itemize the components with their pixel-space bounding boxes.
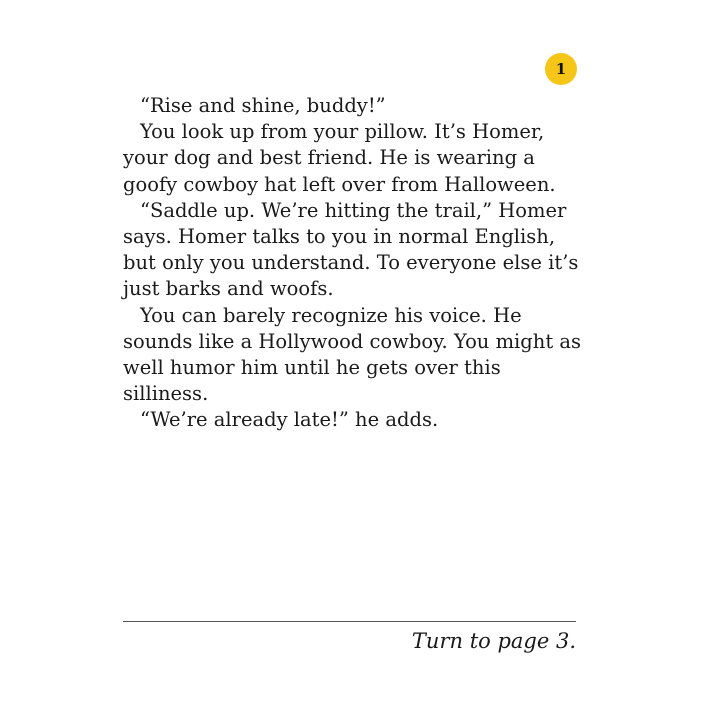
footer-divider (123, 621, 576, 622)
story-text (123, 93, 583, 434)
story-paragraph: “Rise and shine, buddy!” (140, 94, 386, 117)
story-paragraph: You can barely recognize his voice. He sounds like a Hollywood cowboy. You might as well humor him until he gets over this silliness. (123, 303, 582, 406)
story-paragraph: “We’re already late!” he adds. (140, 408, 439, 432)
page-number-badge: 1 (545, 53, 577, 85)
story-paragraph: You look up from your pillow. It’s Homer, your dog and best friend. He is wearing a goofy cowboy hat left over from Halloween. (123, 120, 556, 196)
turn-to-page-link[interactable]: Turn to page 3. (411, 629, 576, 653)
story-paragraph: “Saddle up. We’re hitting the trail,” Homer says. Homer talks to you in normal English, but only you understand. To everyone else it’s just barks and woofs. (123, 198, 579, 301)
